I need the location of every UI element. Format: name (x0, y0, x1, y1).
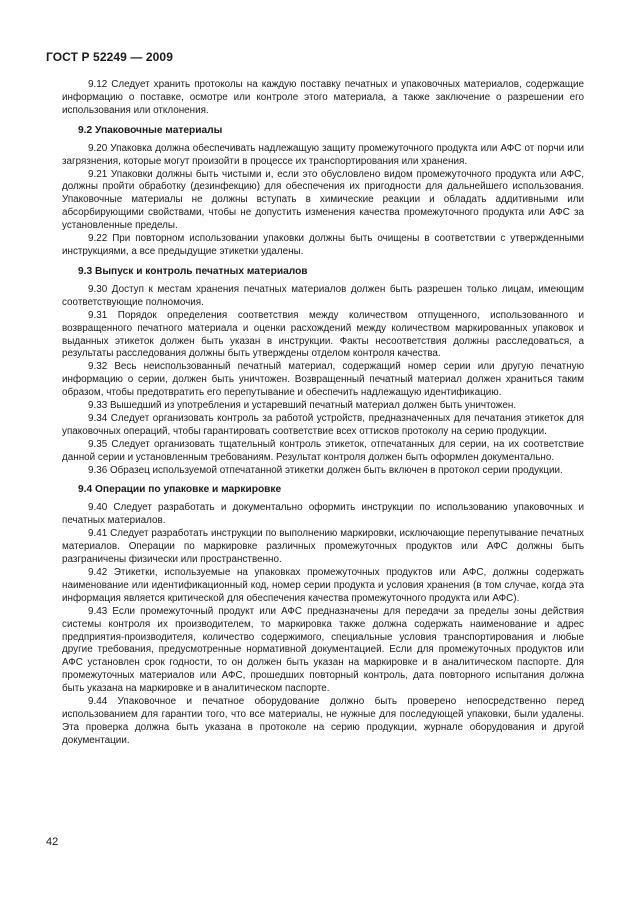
paragraph-9-42: 9.42 Этикетки, используемые на упаковках промежуточных продуктов или АФС, должны содержать наименование или идентификационный код, номер серии продукта и условия хранения (в том случае, когда эта информация является критической для обеспечения качества промежуточного продукта или АФС). (62, 567, 584, 604)
section-heading-9-3: 9.3 Выпуск и контроль печатных материалов (78, 265, 308, 277)
paragraph-9-21: 9.21 Упаковки должны быть чистыми и, если это обусловлено видом промежуточного продукта или АФС, должны пройти обработку (дезинфекцию) для обеспечения их пригодности для дальнейшего использования. Упаковочные материалы не должны вступать в химические реакции и обладать аддитивными или абсорбирующими свойствами, чтобы не допустить изменения качества промежуточного продукта или АФС за установленные пределы. (62, 168, 584, 232)
document-body (62, 79, 584, 748)
paragraph-9-20: 9.20 Упаковка должна обеспечивать надлежащую защиту промежуточного продукта или АФС от порчи или загрязнения, которые могут произойти в процессе их транспортирования или хранения. (62, 142, 584, 167)
section-heading-9-4: 9.4 Операции по упаковке и маркировке (78, 484, 282, 496)
section-heading-9-2: 9.2 Упаковочные материалы (78, 124, 223, 136)
paragraph-9-32: 9.32 Весь неиспользованный печатный материал, содержащий номер серии или другую печатную информацию о серии, должен быть уничтожен. Возвращенный печатный материал должен храниться таким образом, чтобы предотвратить его перепутывание и обеспечить надлежащую идентификацию. (62, 361, 584, 399)
paragraph-9-33: 9.33 Вышедший из употребления и устаревший печатный материал должен быть уничтожен. (88, 400, 517, 412)
paragraph-9-12: 9.12 Следует хранить протоколы на каждую поставку печатных и упаковочных материалов, содержащие информацию о поставке, осмотре или контроле этого материала, а также заключение о разрешении его использования или отклонения. (62, 79, 584, 116)
paragraph-9-30: 9.30 Доступ к местам хранения печатных материалов должен быть разрешен только лицам, имеющим соответствующие полномочия. (62, 283, 584, 308)
paragraph-9-34: 9.34 Следует организовать контроль за работой устройств, предназначенных для печатания этикеток для упаковочных операций, чтобы гарантировать соответствие всех оттисков протоколу на серию продукции. (62, 412, 584, 437)
document-header: ГОСТ Р 52249 — 2009 (46, 50, 173, 64)
paragraph-9-36: 9.36 Образец используемой отпечатанной этикетки должен быть включен в протокол серии продукции. (88, 464, 563, 476)
paragraph-9-41: 9.41 Следует разработать инструкции по выполнению маркировки, исключающие перепутывание печатных материалов. Операции по маркировке различных промежуточных продуктов или АФС должны быть разграничены физически или пространственно. (62, 528, 584, 566)
page-number: 42 (46, 836, 59, 848)
paragraph-9-31: 9.31 Порядок определения соответствия между количеством отпущенного, использованного и возвращенного печатного материала и оценки расхождений между количеством маркированных упаковок и выданных этикеток должен быть указан в инструкции. Факты несоответствия должны расследоваться, а результаты расследования должны быть утверждены отделом контроля качества. (62, 309, 584, 360)
paragraph-9-43: 9.43 Если промежуточный продукт или АФС предназначены для передачи за пределы зоны действия системы контроля их производителем, то маркировка также должна содержать наименование и адрес предприятия-производителя, количество содержимого, специальные условия транспортирования и любые другие требования, предусмотренные нормативной документацией. Если для промежуточных продуктов или АФС установлен срок годности, то он должен быть указан на маркировке и в аналитическом паспорте. Для промежуточных материалов или АФС, прошедших повторный контроль, дата повторного испытания должна быть указана на маркировке и в аналитическом паспорте. (62, 605, 584, 695)
paragraph-9-40: 9.40 Следует разработать и документально оформить инструкции по использованию упаковочных и печатных материалов. (62, 502, 584, 527)
paragraph-9-44: 9.44 Упаковочное и печатное оборудование должно быть проверено непосредственно перед использованием для гарантии того, что все материалы, не нужные для последующей упаковки, были удалены. Эта проверка должна быть указана в протоколе на серию продукции, журнале оборудования и другой документации. (62, 696, 584, 746)
paragraph-9-22: 9.22 При повторном использовании упаковки должны быть очищены в соответствии с утвержденными инструкциями, а все предыдущие этикетки удалены. (62, 233, 584, 257)
paragraph-9-35: 9.35 Следует организовать тщательный контроль этикеток, отпечатанных для серии, на их соответствие данной серии и установленным требованиям. Результат контроля должен быть оформлен документально. (62, 438, 584, 463)
